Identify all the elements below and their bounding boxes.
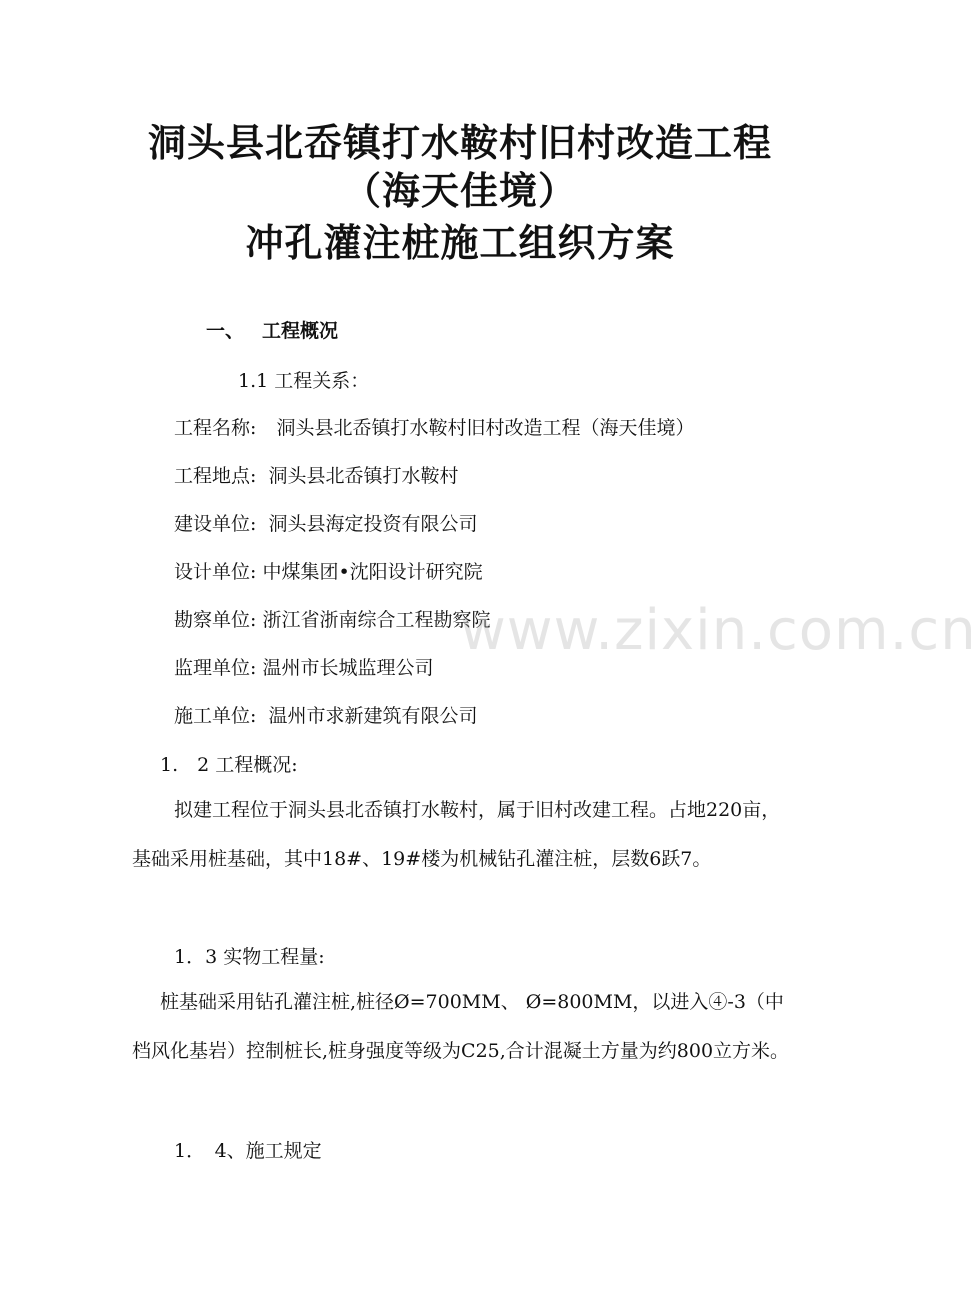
subsection-1-4-heading: 1． 4、施工规定 [174, 1140, 322, 1162]
subsection-1-2-text: 拟建工程位于洞头县北岙镇打水鞍村，属于旧村改建工程。占地220亩，基础采用桩基础，其中18#、19#楼为机械钻孔灌注桩，层数6跃7。 [132, 799, 781, 870]
field-supervision-unit [174, 653, 433, 680]
field-label: 施工单位: [174, 705, 257, 727]
field-value: 温州市求新建筑有限公司 [268, 705, 478, 727]
field-value: 洞头县北岙镇打水鞍村旧村改造工程（海天佳境） [276, 417, 695, 439]
subsection-1-3-heading: 1．3 实物工程量: [174, 946, 325, 968]
field-project-name [174, 413, 694, 440]
field-label: 设计单位: [174, 561, 257, 583]
field-label: 监理单位: [174, 657, 257, 679]
field-label: 建设单位: [174, 513, 257, 535]
section-1-heading: 工程概况 [262, 320, 339, 342]
document-title-line3: 冲孔灌注桩施工组织方案 [245, 221, 675, 265]
field-construction-unit [174, 509, 477, 536]
document-title-line1: 洞头县北岙镇打水鞍村旧村改造工程 [147, 121, 772, 165]
field-design-unit [174, 557, 483, 584]
field-value: 浙江省浙南综合工程勘察院 [262, 609, 491, 631]
document-title-line2: （海天佳境） [342, 169, 577, 213]
section-1-number: 一、 [206, 320, 245, 342]
field-label: 工程地点: [174, 465, 257, 487]
field-value: 洞头县海定投资有限公司 [268, 513, 478, 535]
field-project-location [174, 461, 458, 488]
field-label: 勘察单位: [174, 609, 257, 631]
field-value: 洞头县北岙镇打水鞍村 [268, 465, 459, 487]
field-contractor-unit [174, 701, 477, 728]
watermark: www.zixin.com.cn [460, 598, 977, 663]
subsection-1-1-heading: 1.1 工程关系： [238, 370, 370, 392]
subsection-1-2-heading: 1. 2 工程概况: [160, 754, 298, 776]
field-label: 工程名称: [174, 417, 257, 439]
field-value: 温州市长城监理公司 [262, 657, 434, 679]
field-value: 中煤集团•沈阳设计研究院 [262, 561, 483, 583]
field-survey-unit [174, 605, 490, 632]
subsection-1-3-text: 桩基础采用钻孔灌注桩,桩径Ø=700MM、 Ø=800MM，以进入④-3（中档风化基岩）控制桩长,桩身强度等级为C25,合计混凝土方量为约800立方米。 [132, 991, 790, 1062]
